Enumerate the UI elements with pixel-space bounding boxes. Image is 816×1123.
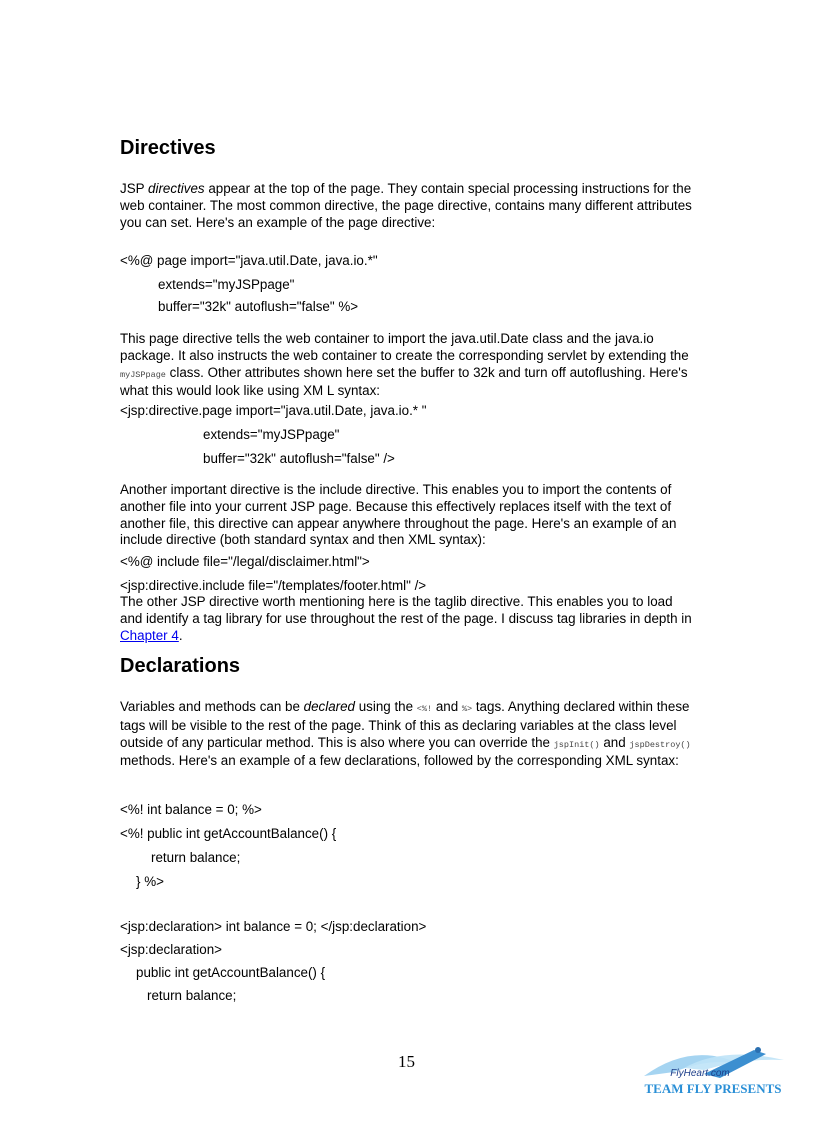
heading-directives: Directives [120,137,216,159]
page-directive-line-3: buffer="32k" autoflush="false" %> [158,299,359,314]
xml-declaration-line-1: <jsp:declaration> int balance = 0; </jsp:declaration> [120,919,427,934]
logo-site-text: FlyHeart.com [670,1068,730,1079]
xml-directive-line-2: extends="myJSPpage" [203,427,340,442]
include-directive-example: <%@ include file="/legal/disclaimer.html"> [120,554,370,569]
chapter-4-link[interactable]: Chapter 4 [120,627,179,643]
code-myjsppage: myJSPpage [120,369,166,380]
page-directive-line-1: <%@ page import="java.util.Date, java.io.*" [120,253,378,268]
xml-directive-line-3: buffer="32k" autoflush="false" /> [203,451,395,466]
xml-declaration-line-4: return balance; [147,988,237,1003]
page-directive-explanation: This page directive tells the web container to import the java.util.Date class and the java.io package. It also instructs the web container to create the corresponding servlet by extending the myJSPpage class. Other attributes shown here set the buffer to 32k and turn off autoflushing. Here's what this would look like using XM L syntax: [120,331,689,399]
page-number: 15 [398,1052,415,1071]
include-directive-paragraph: Another important directive is the include directive. This enables you to import the contents of another file into your current JSP page. Because this effectively replaces itself with the text of another file, this directive can appear anywhere throughout the page. Here's an example of an include directive (both standard syntax and then XML syntax): [120,482,677,548]
declaration-line-3: return balance; [151,850,241,865]
page-directive-line-2: extends="myJSPpage" [158,277,295,292]
declaration-line-4: } %> [136,874,164,889]
include-directive-xml-example: <jsp:directive.include file="/templates/footer.html" /> [120,578,427,593]
declarations-intro-paragraph: Variables and methods can be declared using the <%! and %> tags. Anything declared within these tags will be visible to the rest of the page. Think of this as declaring variables at the class level outside of any particular method. This is also where you can override the jspInit() and jspDestroy() methods. Here's an example of a few declarations, followed by the corresponding XML syntax: [120,699,691,769]
taglib-directive-paragraph: The other JSP directive worth mentioning here is the taglib directive. This enables you to load and identify a tag library for use throughout the rest of the page. I discuss tag libraries in depth in Chapter 4. [120,594,692,643]
xml-declaration-line-3: public int getAccountBalance() { [136,965,326,980]
xml-directive-line-1: <jsp:directive.page import="java.util.Date, java.io.* " [120,403,427,418]
declaration-line-2: <%! public int getAccountBalance() { [120,826,337,841]
logo-caption: TEAM FLY PRESENTS [644,1081,782,1096]
directives-intro-paragraph: JSP directives appear at the top of the page. They contain special processing instructions for the web container. The most common directive, the page directive, contains many different attributes you can set. Here's an example of the page directive: [120,181,692,230]
declaration-line-1: <%! int balance = 0; %> [120,802,262,817]
xml-declaration-line-2: <jsp:declaration> [120,942,222,957]
heading-declarations: Declarations [120,655,241,677]
